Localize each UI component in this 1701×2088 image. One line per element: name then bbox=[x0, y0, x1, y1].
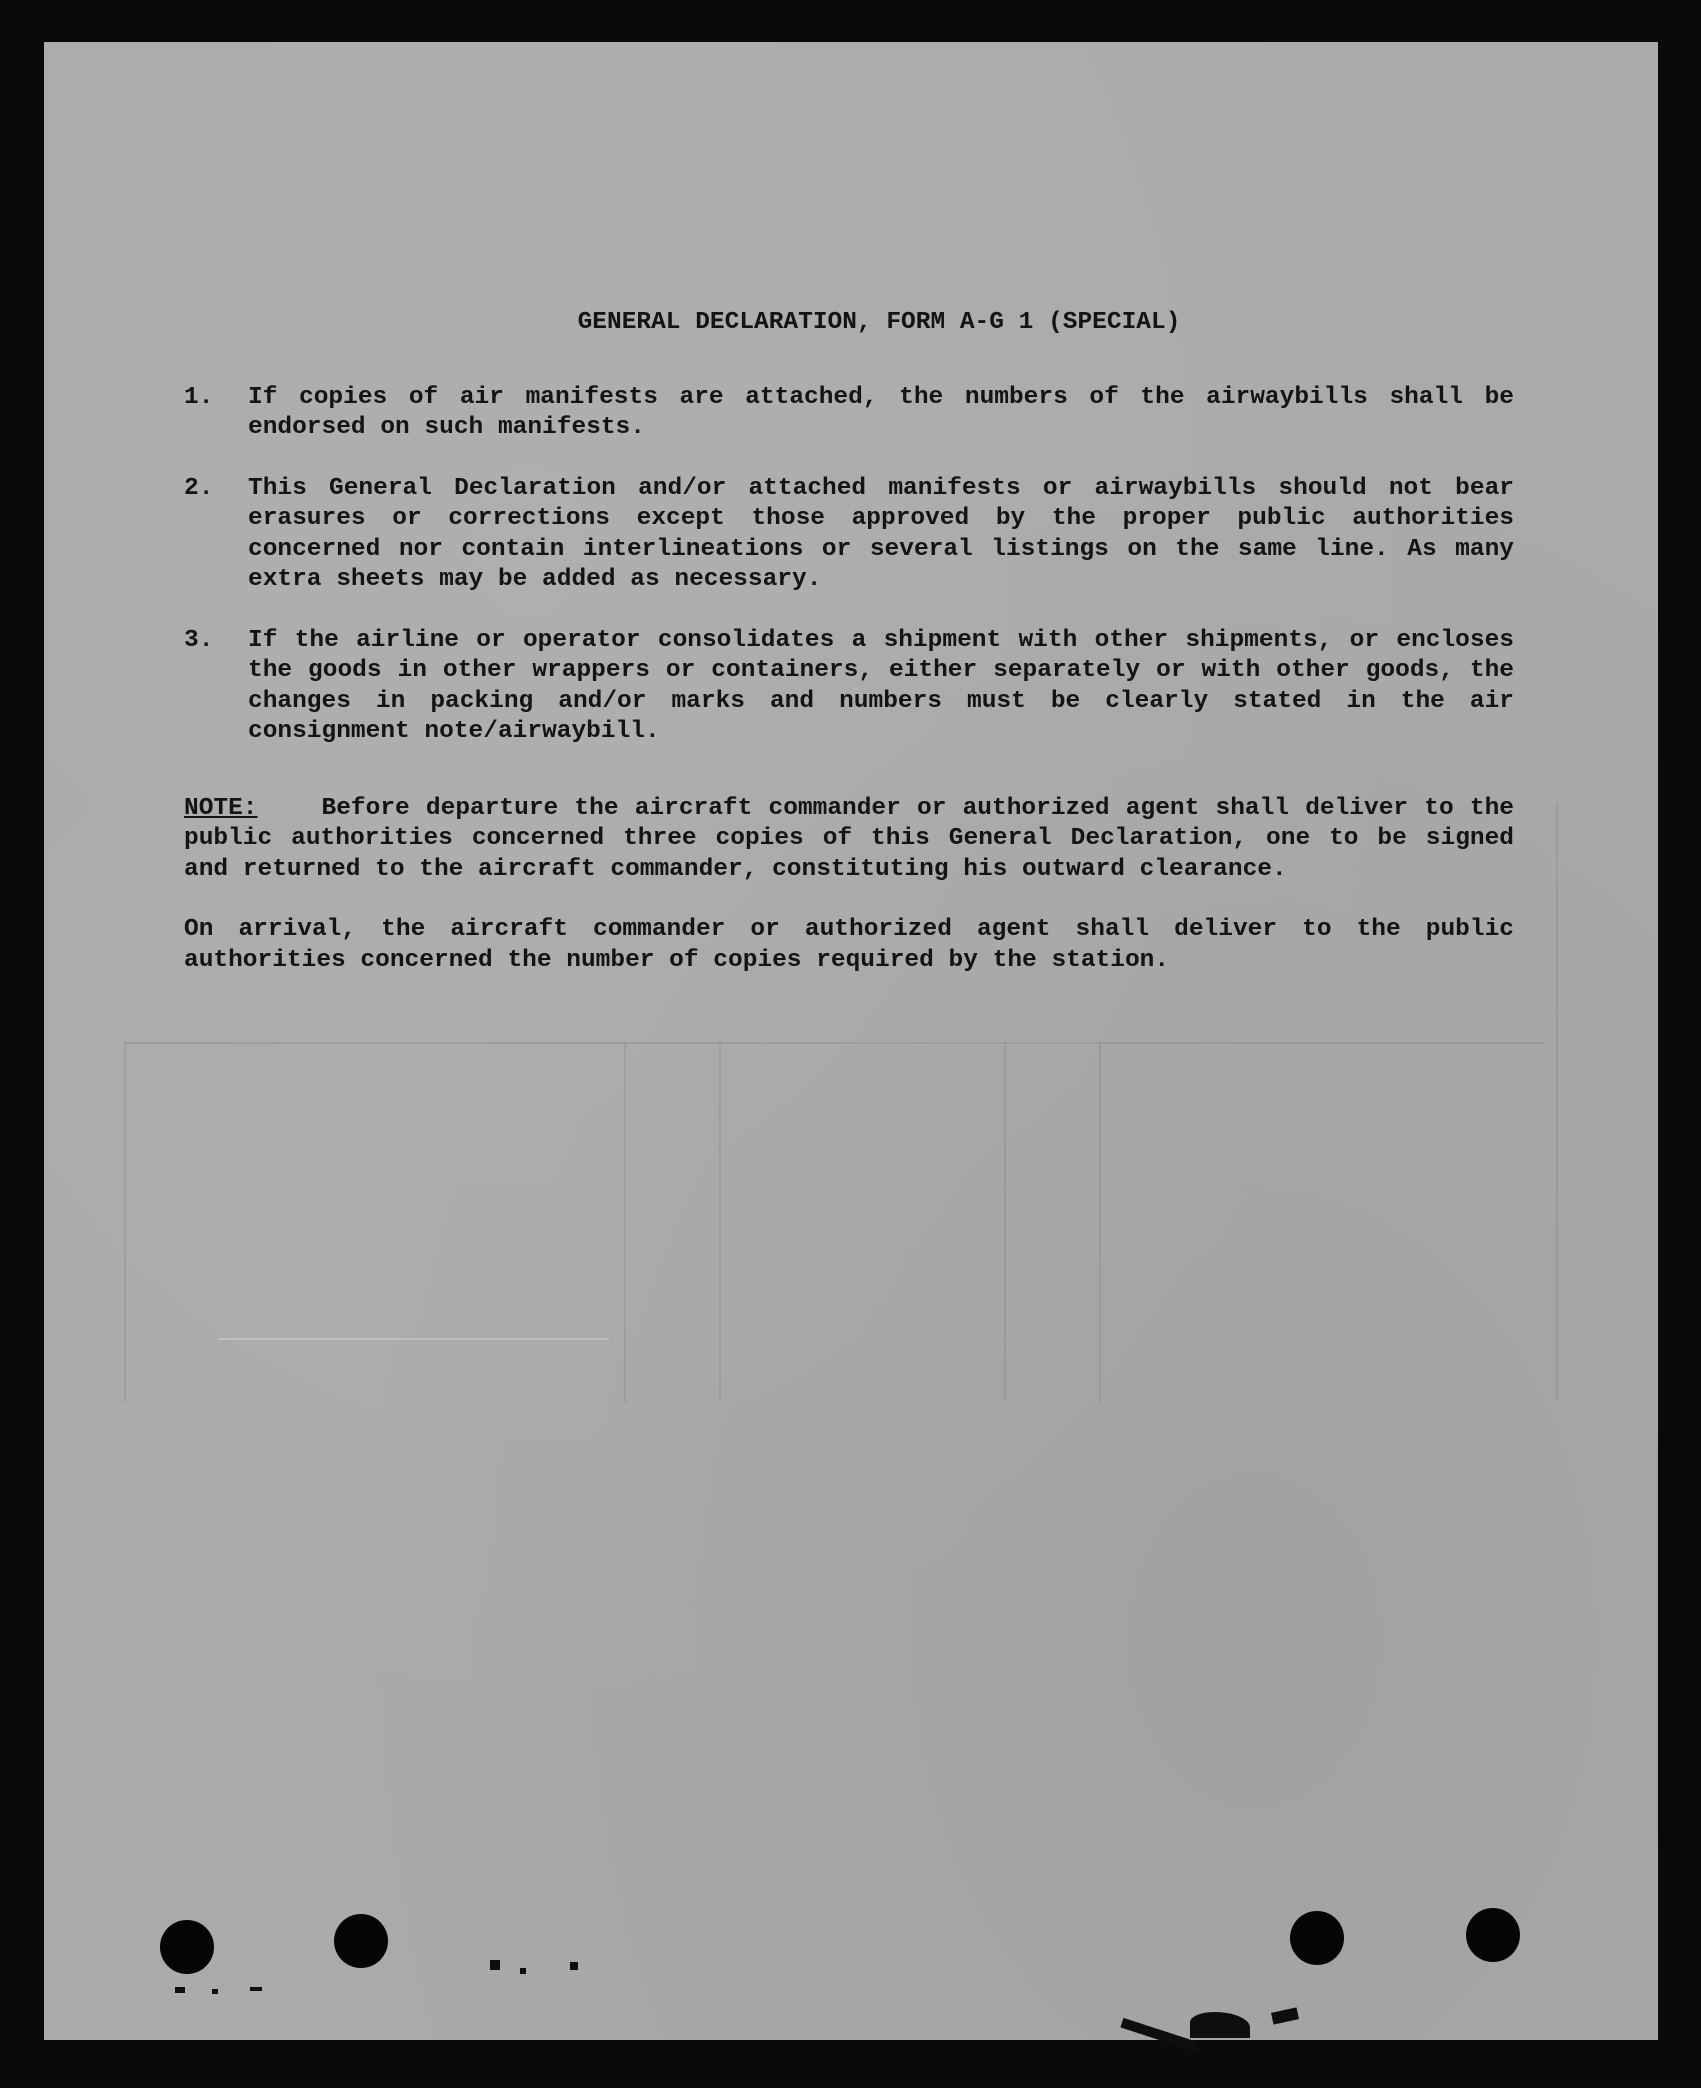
bleed-rule bbox=[1004, 1042, 1006, 1402]
speck bbox=[250, 1987, 262, 1991]
arrival-paragraph: On arrival, the aircraft commander or authorized agent shall deliver to the public authorities concerned the number of copies required by the station. bbox=[184, 916, 1514, 974]
punch-hole bbox=[1466, 1908, 1520, 1962]
punch-hole bbox=[160, 1920, 214, 1974]
speck bbox=[520, 1968, 526, 1974]
page-title: GENERAL DECLARATION, FORM A-G 1 (SPECIAL) bbox=[577, 309, 1181, 336]
item-text: If the airline or operator consolidates a shipment with other shipments, or encloses the goods in other wrappers or containers, either separately or with other goods, the changes in packing and/or marks and numbers must be clearly stated in the air consignment note/airwaybill. bbox=[248, 626, 1514, 745]
speck bbox=[175, 1987, 185, 1993]
item-text: This General Declaration and/or attached manifests or airwaybills should not bear erasures or corrections except those approved by the proper public authorities concerned nor contain interlineations or several listings on the same line. As many extra sheets may be added as necessary. bbox=[248, 474, 1514, 593]
bleed-rule bbox=[219, 1338, 609, 1340]
bleed-rule bbox=[719, 1042, 721, 1402]
bleed-rule bbox=[1099, 1042, 1101, 1402]
punch-hole bbox=[334, 1914, 388, 1968]
bleed-rule bbox=[124, 1042, 1544, 1044]
item-text: If copies of air manifests are attached, the numbers of the airwaybills shall be endorsed on such manifests. bbox=[248, 383, 1514, 441]
item-number: 3. bbox=[184, 626, 214, 654]
note-text: Before departure the aircraft commander or authorized agent shall deliver to the public authorities concerned three copies of this General Declaration, one to be signed and returned to the aircraft commander, constituting his outward clearance. bbox=[184, 794, 1514, 883]
declaration-instructions bbox=[184, 308, 1514, 976]
instruction-item bbox=[184, 383, 1514, 444]
speck bbox=[212, 1989, 218, 1994]
bleed-rule bbox=[124, 1042, 126, 1402]
item-number: 1. bbox=[184, 383, 214, 411]
bleed-rule bbox=[1556, 802, 1558, 1402]
instruction-item bbox=[184, 626, 1514, 748]
speck bbox=[570, 1962, 578, 1970]
speck bbox=[490, 1960, 500, 1970]
instruction-item bbox=[184, 474, 1514, 596]
note-paragraph bbox=[184, 794, 1514, 886]
torn-edge bbox=[44, 760, 90, 850]
note-label: NOTE: bbox=[184, 794, 258, 822]
punch-hole bbox=[1290, 1911, 1344, 1965]
item-number: 2. bbox=[184, 474, 214, 502]
bleed-rule bbox=[624, 1042, 626, 1402]
